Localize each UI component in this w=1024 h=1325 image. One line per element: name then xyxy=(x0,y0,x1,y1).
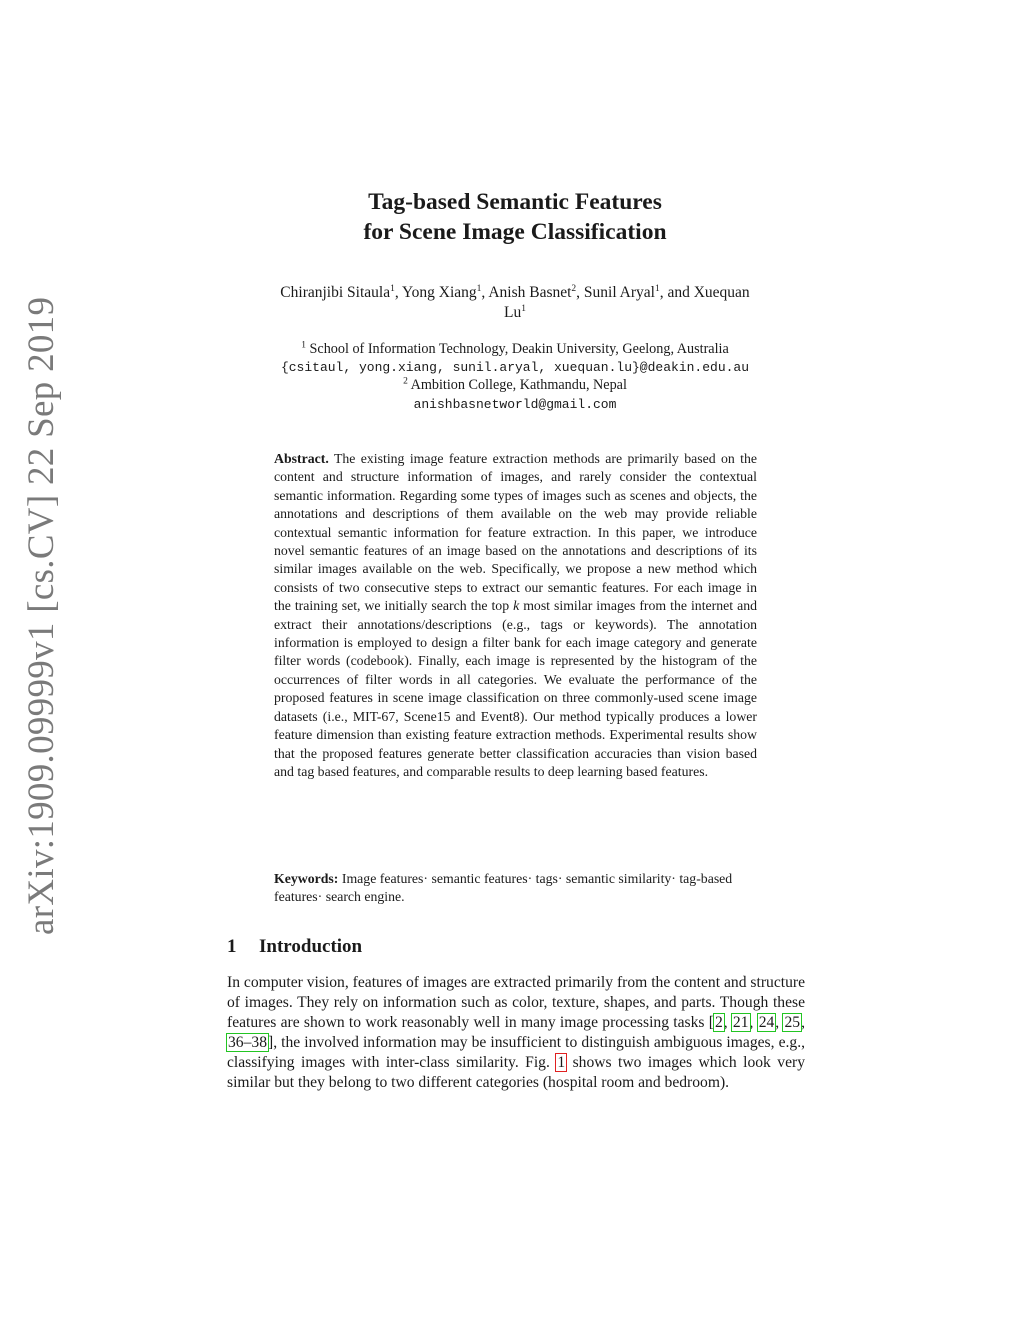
affiliation-superscript: 1 xyxy=(654,283,660,294)
affiliation-superscript: 1 xyxy=(390,283,395,294)
affiliation-text: Ambition College, Kathmandu, Nepal xyxy=(410,377,627,393)
affiliation-1-email: {csitaul, yong.xiang, sunil.aryal, xuequan.lu}@deakin.edu.au xyxy=(280,360,750,375)
affiliation-superscript: 2 xyxy=(571,283,577,294)
introduction-paragraph: In computer vision, features of images are extracted primarily from the content and structure of images. They rely on information such as color, texture, shapes, and parts. Though these features are shown to work reasonably well in many image processing tasks [2, 21, 24, 25, 36–38], the involved information may be insufficient to distinguish ambiguous images, e.g., classifying images with inter-class similarity. Fig. 1 shows two images which look very similar but they belong to two different categories (hospital room and bedroom). xyxy=(227,974,805,1091)
citation-link[interactable]: 2 xyxy=(714,1014,723,1031)
author-name: Yong Xiang xyxy=(402,284,477,301)
author-list: Chiranjibi Sitaula$^1$, Yong Xiang$^1$, Anish Basnet$^2$, Sunil Aryal$^1$, and Xuequan Lu$^1$ xyxy=(280,283,750,321)
keywords-text: Image features· semantic features· tags· semantic similarity· tag-based features· search engine. xyxy=(274,871,733,905)
abstract-variable-k: k xyxy=(513,598,520,614)
abstract-text: most similar images from the internet and extract their annotations/descriptions (e.g., tags or keywords). The annotation information is employed to design a filter bank for each image category and generate filter words (codebook). Finally, each image is represented by the histogram of the occurrences of filter words in all categories. We evaluate the performance of the proposed features in scene image classification on three commonly-used scene image datasets (i.e., MIT-67, Scene15 and Event8). Our method typically produces a lower feature dimension than existing feature extraction methods. Experimental results show that the proposed features generate better classification accuracies than vision based and tag based features, and comparable results to deep learning based features. xyxy=(274,598,757,779)
affiliation-marker: 2 xyxy=(403,376,408,387)
keywords-label: Keywords: xyxy=(274,871,339,886)
paper-title xyxy=(200,187,830,247)
section-title: Introduction xyxy=(259,936,363,957)
author-name: Lu xyxy=(504,304,522,321)
section-heading-introduction xyxy=(227,935,362,959)
arxiv-identifier-stamp: arXiv:1909.09999v1 [cs.CV] 22 Sep 2019 xyxy=(21,296,62,935)
affiliation-marker: 1 xyxy=(301,340,306,351)
affiliation-1 xyxy=(200,340,830,358)
author-name: Sunil Aryal xyxy=(583,284,655,301)
affiliation-superscript: 1 xyxy=(521,303,526,314)
figure-reference-link[interactable]: 1 xyxy=(557,1054,566,1071)
abstract-text: The existing image feature extraction methods are primarily based on the content and structure information of images, and rarely consider the contextual semantic information. Regarding some types of images such as scenes and objects, the annotations and descriptions of them available on the web may provide reliable contextual semantic information for feature extraction. In this paper, we introduce novel semantic features of an image based on the annotations and descriptions of its similar images available on the web. Specifically, we propose a new method which consists of two consecutive steps to extract our semantic features. For each image in the training set, we initially search the top xyxy=(274,451,758,614)
title-line-1: Tag-based Semantic Features xyxy=(368,189,662,215)
author-name: Chiranjibi Sitaula xyxy=(280,284,391,301)
citation-link[interactable]: 36–38 xyxy=(228,1034,267,1051)
title-line-2: for Scene Image Classification xyxy=(363,219,667,245)
section-number: 1 xyxy=(227,936,237,957)
citation-link[interactable]: 21 xyxy=(732,1014,749,1031)
author-name: Xuequan xyxy=(693,284,750,301)
abstract xyxy=(274,450,757,781)
author-name: Anish Basnet xyxy=(488,284,572,301)
affiliation-superscript: 1 xyxy=(476,283,482,294)
affiliation-text: School of Information Technology, Deakin University, Geelong, Australia xyxy=(309,341,729,357)
citation-link[interactable]: 25 xyxy=(784,1014,801,1031)
citation-link[interactable]: 24 xyxy=(758,1014,775,1031)
keywords xyxy=(274,870,757,907)
abstract-label: Abstract. xyxy=(274,451,329,466)
affiliation-2 xyxy=(200,376,830,394)
affiliation-2-email: anishbasnetworld@gmail.com xyxy=(413,397,617,412)
